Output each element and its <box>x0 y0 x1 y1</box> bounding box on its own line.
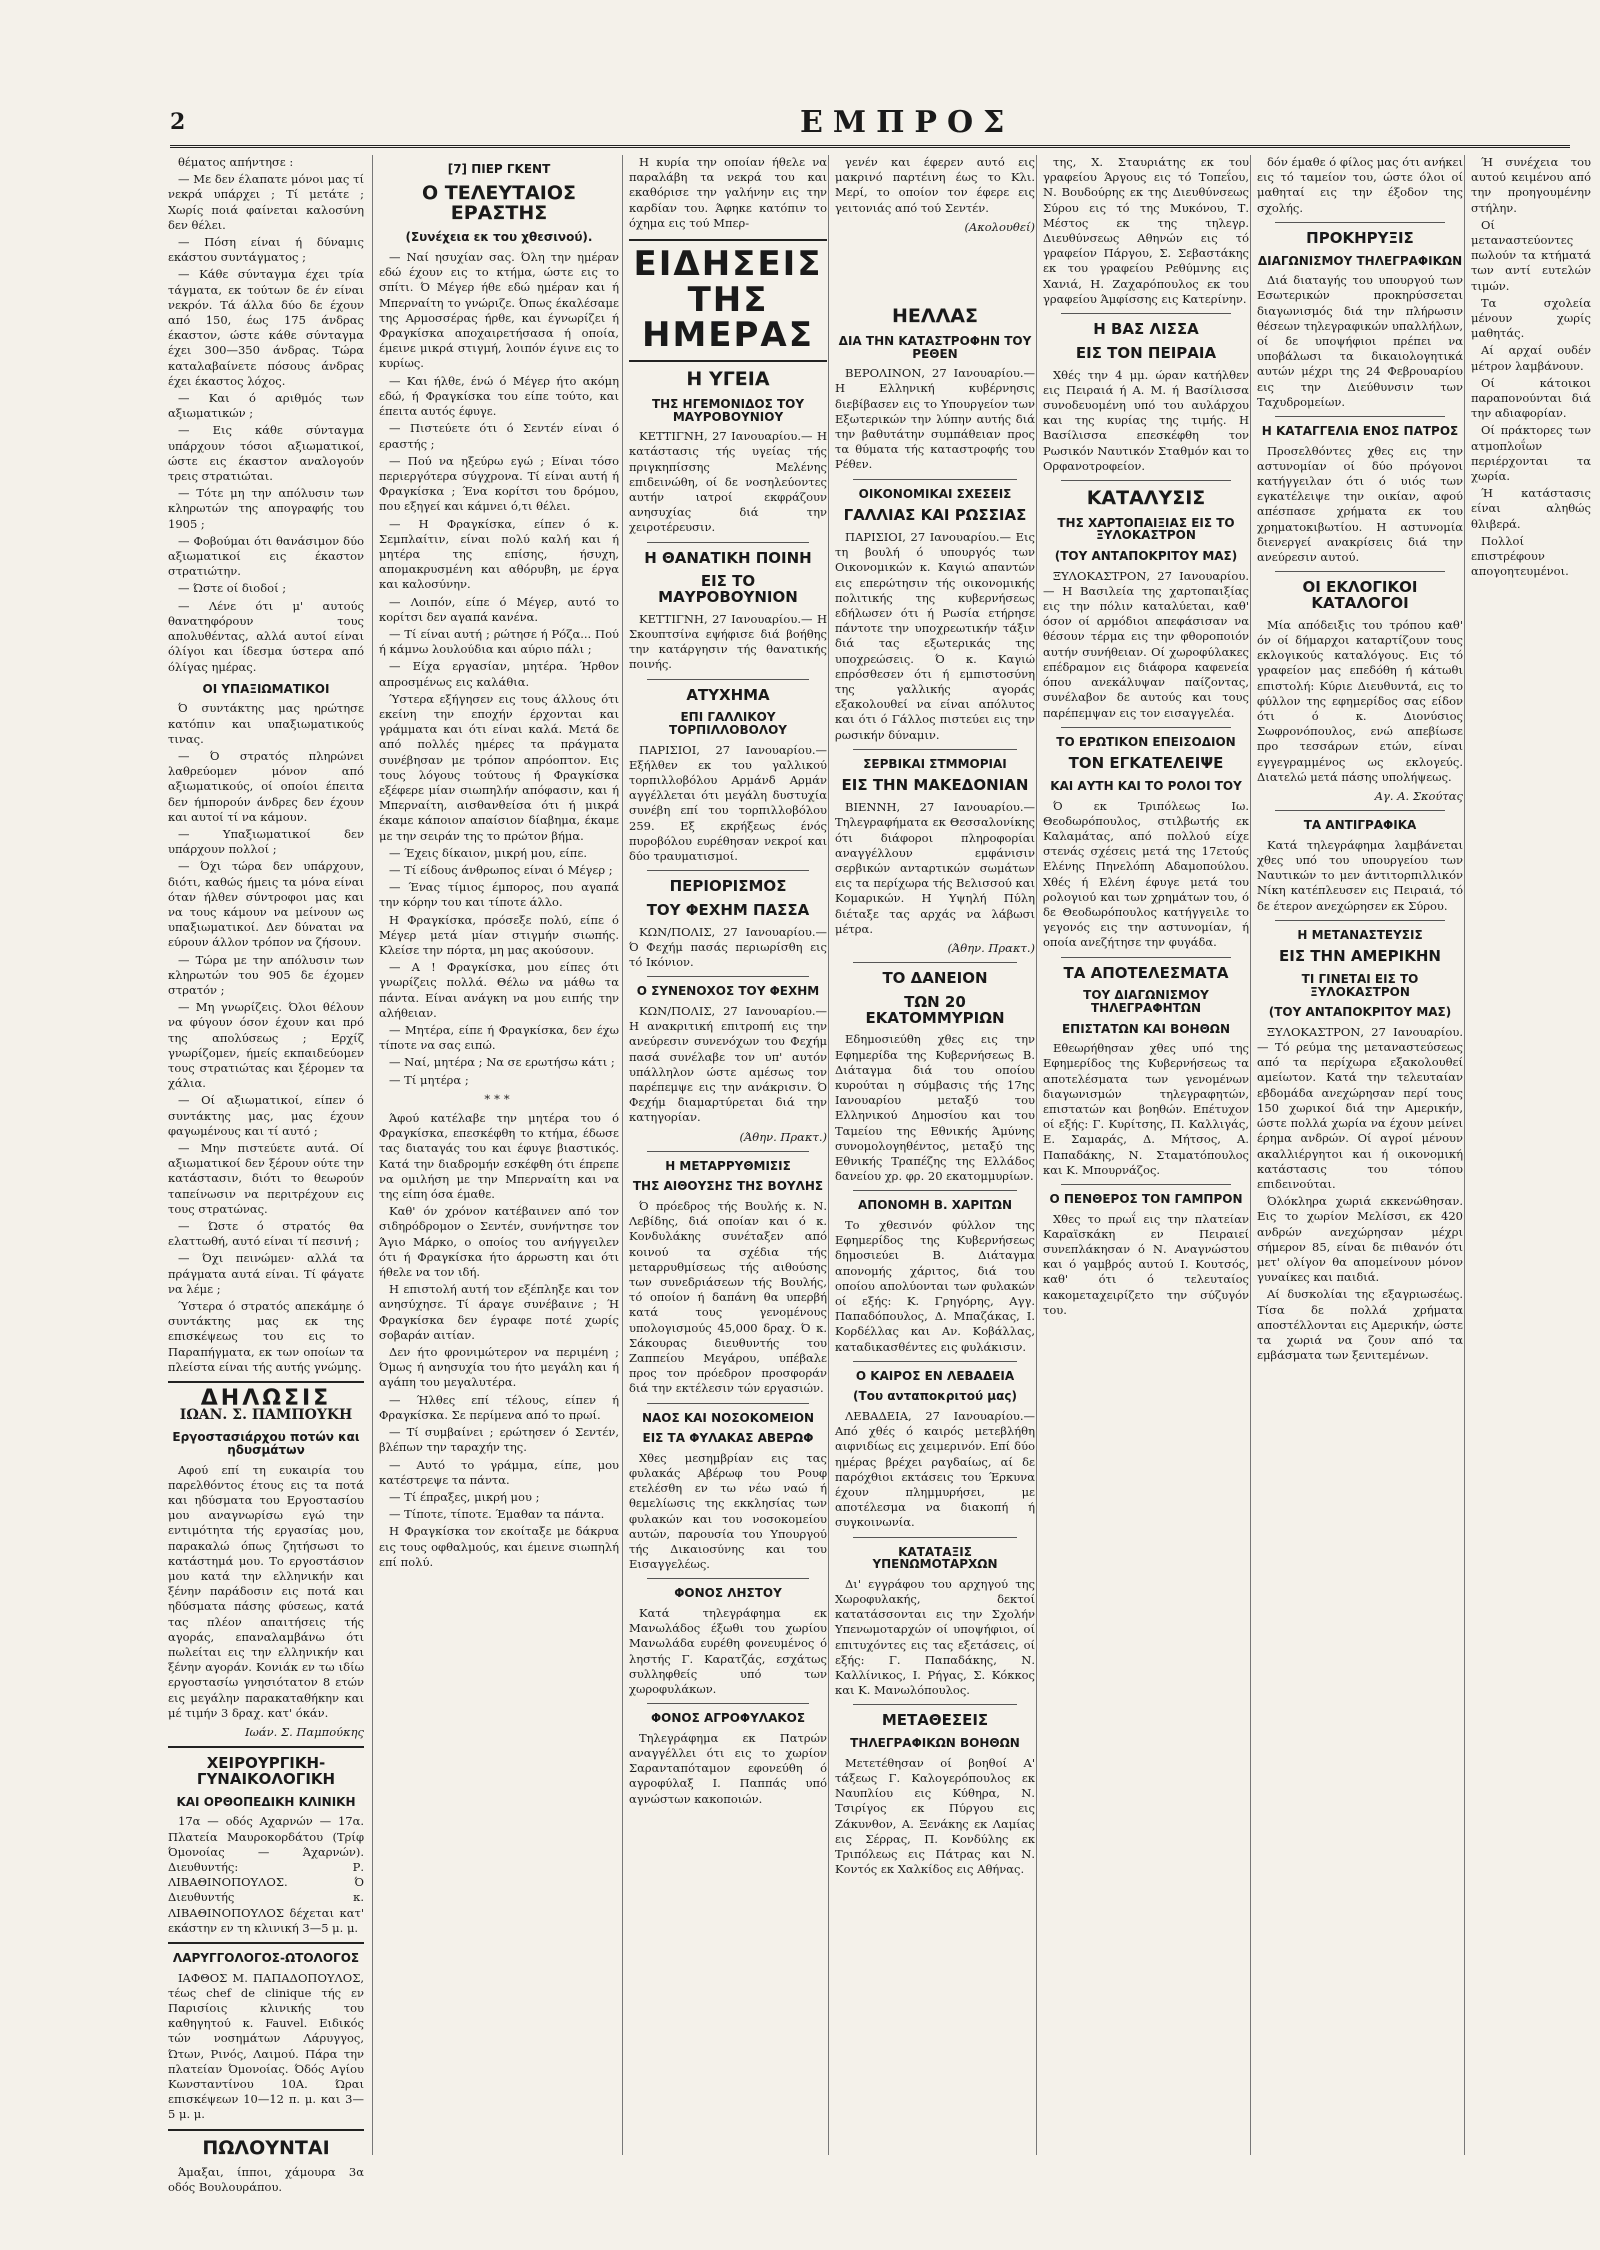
paragraph: Το χθεσινόν φύλλον της Εφημερίδος της Κυβερνήσεως δημοσιεύει Β. Διάταγμα απονομής χάριτος, διά του οποίου απολύονται των φυλακών οί εξής: Κ. Γρηγόρης, Αγγ. Παπαδόπουλος, Δ. Μπαζάκας, Ι. Κορδέλλας και Αν. Κοβάλλας, καταδικασθέντες εις φυλάκισιν. <box>835 1218 1035 1354</box>
column-2 <box>372 155 619 2155</box>
ad-title: ΧΕΙΡΟΥΡΓΙΚΗ-ΓΥΝΑΙΚΟΛΟΓΙΚΗ <box>196 1754 336 1789</box>
section-subheading: ΤΗΣ ΑΙΘΟΥΣΗΣ ΤΗΣ ΒΟΥΛΗΣ <box>632 1179 824 1194</box>
section-subheading: ΕΙΣ ΤΗΝ ΑΜΕΡΙΚΗΝ <box>1279 947 1441 966</box>
paragraph: Η επιστολή αυτή τον εξέπληξε και τον ανησύχησε. Τί άραγε συνέβαινε ; Ή Φραγκίσκα δεν έγραφε ποτέ χωρίς σοβαράν αιτίαν. <box>379 1282 619 1342</box>
section-subheading: (ΤΟΥ ΑΝΤΑΠΟΚΡΙΤΟΥ ΜΑΣ) <box>1054 549 1238 564</box>
column-3 <box>622 155 827 2155</box>
section-heading: Η ΥΓΕΙΑ <box>686 368 770 391</box>
section-heading: ΤΟ ΔΑΝΕΙΟΝ <box>882 969 988 988</box>
divider <box>168 1942 364 1944</box>
section-heading: ΤΑ ΑΠΟΤΕΛΕΣΜΑΤΑ <box>1063 963 1229 982</box>
letter-signature: Αγ. Α. Σκούτας <box>1374 788 1463 803</box>
section-heading: ΜΕΤΑΘΕΣΕΙΣ <box>881 1711 989 1730</box>
paragraph: Τα σχολεία μένουν χωρίς μαθητάς. <box>1471 295 1591 341</box>
section-heading: Η ΚΑΤΑΓΓΕΛΙΑ ΕΝΟΣ ΠΑΤΡΟΣ <box>1261 423 1459 438</box>
paragraph: Δι' εγγράφου του αρχηγού της Χωροφυλακής, δεκτοί κατατάσσονται εις την Σχολήν Υπενωμοταρχών οί υποψήφιοι, οί επιτυχόντες εις τας εξετάσεις, οί εξής: Γ. Παπαδάκης, Ν. Καλλίνικος, Ι. Ρήγας, Σ. Κόκκος και Κ. Μανωλόπουλος. <box>835 1576 1035 1698</box>
paragraph: ΚΩΝ/ΠΟΛΙΣ, 27 Ιανουαρίου.— Ό Φεχήμ πασάς περιωρίσθη εις τό Ικόνιον. <box>629 924 827 970</box>
paragraph: Οί κάτοικοι παραπονούνται διά την αδιαφορίαν. <box>1471 375 1591 421</box>
section-heading: ΚΑΤΑΛΥΣΙΣ <box>1086 486 1206 509</box>
section-heading: ΑΤΥΧΗΜΑ <box>686 685 770 704</box>
source-credit: (Άθην. Πρακτ.) <box>739 1129 827 1144</box>
ad-subtitle: Εργοστασιάρχου ποτών και ηδυσμάτων <box>172 1430 360 1458</box>
section-subheading: ΤΗΛΕΓΡΑΦΙΚΩΝ ΒΟΗΘΩΝ <box>850 1736 1020 1751</box>
masthead <box>170 105 1570 148</box>
paragraph: ΞΥΛΟΚΑΣΤΡΟΝ, 27 Ιανουαρίου.— Η Βασιλεία της χαρτοπαιξίας εις την πόλιν καταλύεται, καθ' όσον οί αρμόδιοι απεφάσισαν να θέσουν τέρμα εις την φθοροποιόν αυτήν συνήθειαν. Οί χωροφύλακες επέδραμον εις διάφορα καφενεία όπου ανεκάλυψαν παίζοντας, συνέλαβον δε αυτούς και τους παρέπεμψαν εις τον εισαγγελέα. <box>1043 568 1249 720</box>
serial-author: [7] ΠΙΕΡ ΓΚΕΝΤ <box>447 162 551 176</box>
paragraph: Ό πρόεδρος τής Βουλής κ. Ν. Λεβίδης, διά οποίαν και ό κ. Κονδυλάκης συνέταξεν από κοινού τα σχέδια τής μεταρρυθμίσεως τής αιθούσης των συνεδριάσεων τής Βουλής, τό οποίον ή δαπάνη θα υπερβή κατά τους γενομένους υπολογισμούς 45,000 δραχ. Ό κ. Σάκουρας διευθυντής του Ζαππείου Μεγάρου, υπέβαλε προς τον πρόεδρον προσφοράν διά την εκτέλεσιν τών εργασιών. <box>629 1198 827 1396</box>
section-heading: Ο ΣΥΝΕΝΟΧΟΣ ΤΟΥ ΦΕΧΗΜ <box>636 984 820 999</box>
divider <box>1061 727 1231 728</box>
paragraph: — Και ήλθε, ένώ ό Μέγερ ήτο ακόμη εδώ, ή Φραγκίσκα του είπε τούτο, και έπειτα αυτός έφυγε. <box>379 373 619 419</box>
paragraph: — Τί συμβαίνει ; ερώτησεν ό Σεντέν, βλέπων την ταραχήν της. <box>379 1425 619 1455</box>
section-subheading: ΕΙΣ ΤΟΝ ΠΕΙΡΑΙΑ <box>1075 343 1217 362</box>
paragraph: — Πόση είναι ή δύναμις εκάστου συντάγματος ; <box>168 235 364 265</box>
paragraph: — Η Φραγκίσκα, είπεν ό κ. Σεμπλαίτιν, είναι πολύ καλή και ή μητέρα της επίσης, ήσυχη, απομακρυσμένη και αθόρυβη, με έργα και καλοσύνην. <box>379 516 619 592</box>
section-heading: ΠΡΟΚΗΡΥΞΙΣ <box>1306 228 1414 247</box>
paragraph: Άφού κατέλαβε την μητέρα του ό Φραγκίσκα, επεσκέφθη το κτήμα, έδωσε τας διαταγάς του και έφυγε βιαστικός. Κατά την διαδρομήν εσκέφθη ότι έπρεπε να ομιλήση με την Μπερναίτη και να της είπη όσα έμαθε. <box>379 1111 619 1202</box>
paragraph: Ό συντάκτης μας ηρώτησε κατόπιν και υπαξιωματικούς τινας. <box>168 701 364 746</box>
page-number: 2 <box>170 109 186 135</box>
section-heading: ΠΕΡΙΟΡΙΣΜΟΣ <box>669 877 787 896</box>
section-subheading: ΔΙΑΓΩΝΙΣΜΟΥ ΤΗΛΕΓΡΑΦΙΚΩΝ <box>1257 253 1463 268</box>
divider <box>1275 222 1445 223</box>
section-subheading: ΕΙΣ ΤΟ ΜΑΥΡΟΒΟΥΝΙΟΝ <box>658 572 798 607</box>
divider <box>1061 313 1231 314</box>
paragraph: — Υπαξιωματικοί δεν υπάρχουν πολλοί ; <box>168 826 364 857</box>
paragraph: — Μητέρα, είπε ή Φραγκίσκα, δεν έχω τίποτε να σας ειπώ. <box>379 1023 619 1053</box>
section-subheading: ΤΩΝ 20 ΕΚΑΤΟΜΜΥΡΙΩΝ <box>865 992 1005 1027</box>
section-heading: ΤΑ ΑΝΤΙΓΡΑΦΙΚΑ <box>1303 818 1417 833</box>
divider <box>1061 480 1231 481</box>
divider <box>1275 416 1445 417</box>
paragraph: Καθ' όν χρόνον κατέβαινεν από τον σιδηρόδρομον ο Σεντέν, συνήντησε τον Άγιο Μάρκο, ο οποίος του ανήγγειλεν ότι ή Φραγκίσκα ήτο άρρωστη και ότι ήθελε να τον ιδή. <box>379 1204 619 1280</box>
section-subheading: ΕΠΙ ΓΑΛΛΙΚΟΥ ΤΟΡΠΙΛΛΟΒΟΛΟΥ <box>669 710 787 738</box>
divider <box>1275 571 1445 572</box>
divider <box>647 1403 809 1404</box>
paragraph: Οί μεταναστεύοντες πωλούν τα κτήματά των αντί ευτελών τιμών. <box>1471 217 1591 293</box>
column-6 <box>1250 155 1463 2155</box>
section-heading: Η ΜΕΤΑΝΑΣΤΕΥΣΙΣ <box>1297 927 1423 942</box>
paragraph: — Όχι τώρα δεν υπάρχουν, διότι, καθώς ήμεις τα μόνα είναι όταν ήλθεν σύντροφοι μας και να τους κάμουν να μείνουν ως υπαξιωματικοί. Δεν δύναται να εύρουν άλλον τρόπον να ζήσουν. <box>168 859 364 950</box>
paragraph: — Ένας τίμιος έμπορος, που αγαπά την κόρην του και τίποτε άλλο. <box>379 880 619 910</box>
section-heading: Ο ΚΑΙΡΟΣ ΕΝ ΛΕΒΑΔΕΙΑ <box>855 1368 1015 1383</box>
paragraph: — Και ό αριθμός των αξιωματικών ; <box>168 391 364 421</box>
paragraph: θέματος απήντησε : <box>178 155 294 169</box>
paragraph: — Λοιπόν, είπε ό Μέγερ, αυτό το κορίτσι δεν αγαπά κανένα. <box>379 594 619 624</box>
section-subheading: ΤΟΝ ΕΓΚΑΤΕΛΕΙΨΕ <box>1068 754 1224 773</box>
paragraph: Εθεωρήθησαν χθες υπό της Εφημερίδος της Κυβερνήσεως τα αποτελέσματα των γενομένων διαγωνισμών τηλεγραφητών, επιστατών και βοηθών. Επέτυχον οί εξής: Γ. Κυρίτσης, Π. Καλλιγάς, Ε. Σαμαράς, Δ. Μήτσος, Α. Παπαδάκης, Ν. Σταματόπουλος και Κ. Μπουρνάζος. <box>1043 1041 1249 1177</box>
paragraph: Κατά τηλεγράφημα εκ Μανωλάδος έξωθι του χωρίου Μανωλάδα ευρέθη φονευμένος ό ληστής Γ. Καρατζάς, εσχάτως συλληφθείς υπό των χωροφυλάκων. <box>629 1606 827 1697</box>
section-subheading: ΤΗΣ ΗΓΕΜΟΝΙΔΟΣ ΤΟΥ ΜΑΥΡΟΒΟΥΝΙΟΥ <box>651 397 805 424</box>
section-subheading: ΤΟΥ ΔΙΑΓΩΝΙΣΜΟΥ ΤΗΛΕΓΡΑΦΗΤΩΝ <box>1083 988 1209 1016</box>
paragraph: — Τί είδους άνθρωπος είναι ό Μέγερ ; <box>389 862 613 877</box>
paragraph: — Κάθε σύνταγμα έχει τρία τάγματα, εκ τούτων δε έν είναι νεκρόν. Τά άλλα δύο δε έχουν από 150, έως 175 άνδρας έκαστον, ώστε κάθε σύνταγμα έχει 300—350 άνδρας. Τώρα καταλαβαίνετε πόσους άνδρας έχει έκαστος λόχος. <box>168 267 364 388</box>
section-heading: ΗΕΛΛΑΣ <box>892 305 978 328</box>
ad-body: Αφού επί τη ευκαιρία του παρελθόντος έτους εις τα ποτά και ηδύσματα του Εργοστασίου μου αναγνωρίσω εγώ την εντιμότητα τής εργασίας μου, παρακαλώ όπως ζητήσωσι το κατάστημά μου. Το εργοστάσιον μου κατά την ελληνικήν και ξένην παράδοσιν εις ποτά και ηδύσματα πάσης φύσεως, κατά τας πλέον απαιτήσεις τής αγοράς, επαναλαμβάνω ότι πωλείται εις την ελληνικήν και ξένην αγοράν. Κονιάκ εν τω ιδίω εργοστασίω γνησιότατον 8 ετών εις μεγάλην παρακαταθήκην και μέ τιμήν 3 δραχ. κατ' όκάν. <box>168 1462 364 1720</box>
divider <box>647 542 809 543</box>
paragraph: — Τί έπραξες, μικρή μου ; <box>389 1489 540 1504</box>
paragraph: ΒΙΕΝΝΗ, 27 Ιανουαρίου.— Τηλεγραφήματα εκ Θεσσαλονίκης ότι διάφοροι πληροφορίαι αναγγέλλουν εμφάνισιν σερβικών ανταρτικών σωμάτων εις τα περίχωρα τής Βελισσού και Κομαρικών. Η Υψηλή Πύλη διέταξε τας αρχάς να λάβωσι μέτρα. <box>835 800 1035 936</box>
paragraph: Οί πράκτορες των ατμοπλοΐων περιέρχονται τα χωρία. <box>1471 423 1591 484</box>
paragraph: γενέν και έφερεν αυτό εις μακρινό παρτέινη έως το Κλι. Μερί, το οποίον τον έφερε εις γειτονιάς από τού Σεντέν. <box>835 155 1035 215</box>
divider <box>1275 920 1445 921</box>
paragraph: — Μην πιστεύετε αυτά. Οί αξιωματικοί δεν ξέρουν ούτε την κατάστασιν, διότι το θεωρούν ταπείνωσιν να περιτρέχουν εις τους στρατώνας. <box>168 1140 364 1216</box>
divider <box>853 1537 1017 1538</box>
paragraph: — Αυτό το γράμμα, είπε, μου κατέστρεψε τα πάντα. <box>379 1457 619 1487</box>
paragraph: Εδημοσιεύθη χθες εις την Εφημερίδα της Κυβερνήσεως Β. Διάταγμα διά του οποίου κυρούται η σύμβασις τής 17ης Ιανουαρίου μεταξύ του Ελληνικού Δημοσίου και του Ταμείου της Εθνικής Άμύνης συνομολογηθέντος, μεταξύ της Εθνικής Τραπέζης της Ελλάδος δανείου χρ. φρ. 20 εκατομμυρίων. <box>835 1032 1035 1184</box>
divider <box>647 1703 809 1704</box>
paragraph: — Ναί, μητέρα ; Να σε ερωτήσω κάτι ; <box>389 1055 615 1070</box>
paragraph: Χθες μεσημβρίαν εις τας φυλακάς Αβέρωφ του Ρουφ ετελέσθη εν τω νέω ναώ ή θεμελίωσις της εκκλησίας των φυλακών και του νοσοκομείου αυτών, παρουσία του Υπουργού τής Δικαιοσύνης και του Εισαγγελέως. <box>629 1450 827 1572</box>
paragraph: — Α ! Φραγκίσκα, μου είπες ότι γνωρίζεις πολλά. Θέλω να μάθω τα πάντα. Είναι ανάγκη να μου ειπής την αλήθειαν. <box>379 960 619 1020</box>
section-heading: Η ΒΑΣ ΛΙΣΣΑ <box>1093 320 1199 339</box>
paragraph: — Τί είναι αυτή ; ρώτησε ή Ρόζα... Πού ή κάμνω λουλούδια και αύριο πάλι ; <box>379 626 619 657</box>
divider <box>647 1151 809 1152</box>
divider <box>647 679 809 680</box>
spacer <box>835 239 1035 299</box>
paragraph: Ύστερα εξήγησεν εις τους άλλους ότι εκείνη την εποχήν έρχονται και γράμματα και ότι είναι καλά. Μετά δε από πολλές ημέρες τα πράγματα συνέβησαν με τρόπον απρόοπτον. Εις τους λόγους τούτους ή Φραγκίσκα εξέφερε μίαν σιωπηλήν απόφασιν, και ή Μπερναίτη, αισθανθείσα ότι ή μικρά έκαμε κάποιον απαίσιον δίαβημα, έκαμε με την σειράν της το πρώτον βήμα. <box>379 691 619 843</box>
paragraph: της, Χ. Σταυριάτης εκ του γραφείου Άργους εις τό Τοπεΐου, Ν. Βουδούρης εκ της Διευθύνσεως Σύρου εις τό της Μυκόνου, Τ. Μέστος εκ της τηλεγρ. Διευθύνσεως Αθηνών εις τό γραφείον Πάργου, Σ. Σεβαστάκης εκ του γραφείου Ρεθύμνης εις Χανιά, Η. Ζαχαρόπουλος εκ του γραφείου Άμφίσσης εις Κατερίνην. <box>1043 155 1249 306</box>
section-heading: Ο ΠΕΝΘΕΡΟΣ ΤΟΝ ΓΑΜΠΡΟΝ <box>1049 1192 1243 1207</box>
divider <box>853 1190 1017 1191</box>
paragraph: Κατά τηλεγράφημα λαμβάνεται χθες υπό του υπουργείου των Ναυτικών το μεν άντιτορπιλλικόν Νίκη κατέπλευσεν εις Πειραιά, τό δε έτερον ανεχώρησεν εκ Σύρου. <box>1257 837 1463 913</box>
section-heading: ΑΠΟΝΟΜΗ Β. ΧΑΡΙΤΩΝ <box>857 1198 1013 1213</box>
section-heading: ΟΙ ΕΚΛΟΓΙΚΟΙ ΚΑΤΑΛΟΓΟΙ <box>1302 578 1418 612</box>
paragraph: Χθές την 4 μμ. ώραν κατήλθεν εις Πειραιά ή Α. Μ. ή Βασίλισσα συνοδευομένη υπό του αυλάρχου και της κυρίας της τιμής. Η Βασίλισσα επεσκέφθη τον Ρωσικόν Ναυτικόν Σταθμόν και το Ορφανοτροφείον. <box>1043 367 1249 473</box>
paragraph: Ύστερα ό στρατός απεκάμηε ό συντάκτης μας εκ της επισκέψεως του εις το Παραπήγματα, εκ των οποίων τα πλείστα είναι τής αυτής γνώμης. <box>168 1299 364 1374</box>
paragraph: Η κυρία την οποίαν ήθελε να παραλάβη τα νεκρά του και εκαθόρισε την γαλήνην εις την καρδίαν του. Άφηκε κατόπιν το όχημα εις τού Μπερ- <box>629 155 827 230</box>
paragraph: — Οί αξιωματικοί, είπεν ό συντάκτης μας, μας έχουν φαγωμένους και τί αυτό ; <box>168 1093 364 1138</box>
divider <box>853 1361 1017 1362</box>
paragraph: — Λένε ότι μ' αυτούς θανατηφόρουν τους απολυθέντας, αλλά αυτοί είναι όλίγοι και ίδεσμα ύστερα από όλίγας ημέρας. <box>168 598 364 674</box>
paragraph: ΚΩΝ/ΠΟΛΙΣ, 27 Ιανουαρίου.— Η ανακριτική επιτροπή εις την ανεύρεσιν συνενόχων του Φεχήμ πασά συνέλαβε τον υπ' αυτόν υπάλληλον ώστε αμέσως τον παρέπεμψε εις την ανάκρισιν. Ό Φεχήμ διαμαρτύρεται διά την κατηγορίαν. <box>629 1003 827 1125</box>
divider <box>647 870 809 871</box>
paragraph: Τηλεγράφημα εκ Πατρών αναγγέλλει ότι εις το χωρίον Σαρανταπόταμον εφονεύθη ό αγροφύλαξ Ι. Παππάς υπό αγνώστων κακοποιών. <box>629 1730 827 1806</box>
paragraph: Μία απόδειξις του τρόπου καθ' όν οί δήμαρχοι καταρτίζουν τους εκλογικούς καταλόγους. Εις τό γραφείον μας επεδόθη ή κάτωθι επιστολή: Κύριε Διευθυντά, εις το φύλλον της εφημερίδος σας είδον ότι ό κ. Διονύσιος Σωφρονόπουλος, ενώ απεβίωσε προ τεσσάρων ετών, είναι εγγεγραμμένος ως εκλογεύς. Διατελώ μετά πάσης υπολήψεως. <box>1257 617 1463 784</box>
paragraph: ΠΑΡΙΣΙΟΙ, 27 Ιανουαρίου.— Εξήλθεν εκ του γαλλικού τορπιλλοβόλου Αρμάνδ Αρμάν αγγέλλεται ότι μεγάλη δυστυχία συνέβη επί του τορπιλλοβόλου 259. Εξ εκρήξεως ένός πυροβόλου ευρέθησαν νεκροί και δύο τραυματισμοί. <box>629 742 827 864</box>
paragraph: — Τότε μη την απόλυσιν των κληρωτών της απογραφής του 1905 ; <box>168 486 364 531</box>
paragraph: — Ώστε ό στρατός θα ελαττωθή, αυτό είναι τί πεσινή ; <box>168 1219 364 1249</box>
ad-subtitle: ΚΑΙ ΟΡΘΟΠΕΔΙΚΗ ΚΛΙΝΙΚΗ <box>176 1794 356 1809</box>
section-subheading: ΕΙΣ ΤΑ ΦΥΛΑΚΑΣ ΑΒΕΡΩΦ <box>642 1431 814 1446</box>
divider <box>1061 1184 1231 1185</box>
ad-signature: Ιωάν. Σ. Παμπούκης <box>244 1725 364 1740</box>
paragraph: — Ό στρατός πληρώνει λαθρεύομεν μόνον από αξιωματικούς, οί οποίοι έπειτα δεν ήμπορούν άνδρες δεν έχουν και αυτοί τί να κάμουν. <box>168 748 364 824</box>
section-subheading: ΤΗΣ ΧΑΡΤΟΠΑΙΞΙΑΣ ΕΙΣ ΤΟ ΞΥΛΟΚΑΣΤΡΟΝ <box>1057 515 1235 543</box>
section-subheading: (Του ανταποκριτού μας) <box>853 1389 1017 1404</box>
section-heading: ΤΟ ΕΡΩΤΙΚΟΝ ΕΠΕΙΣΟΔΙΟΝ <box>1056 734 1236 749</box>
section-subheading: ΕΠΙΣΤΑΤΩΝ ΚΑΙ ΒΟΗΘΩΝ <box>1061 1021 1231 1036</box>
divider <box>647 976 809 977</box>
section-subheading: ΔΙΑ ΤΗΝ ΚΑΤΑΣΤΡΟΦΗΝ ΤΟΥ ΡΕΘΕΝ <box>838 333 1032 361</box>
column-1 <box>168 155 364 2194</box>
divider <box>168 2129 364 2131</box>
section-heading: ΦΟΝΟΣ ΛΗΣΤΟΥ <box>674 1586 782 1601</box>
news-banner: ΕΙΔΗΣΕΙΣ ΤΗΣ ΗΜΕΡΑΣ <box>629 239 827 362</box>
source-credit: (Άθην. Πρακτ.) <box>947 940 1035 955</box>
paragraph: — Πού να ηξεύρω εγώ ; Είναι τόσο περιεργότερα σύγχρονα. Τί είναι αυτή ή Φραγκίσκα ; Ένα κορίτσι του δρόμου, που εξηγεί και κάμνει ό,τι θέλει. <box>379 453 619 514</box>
paragraph: — Ώστε οί διοδοί ; <box>178 581 287 596</box>
paragraph: ΚΕΤΤΙΓΝΗ, 27 Ιανουαρίου.— Η Σκουπτσίνα εψήφισε διά βοήθης την κατάργησιν τής θανατικής ποινής. <box>629 611 827 672</box>
paragraph: — Ναί ησυχίαν σας. Όλη την ημέραν εδώ έχουν εις το κτήμα, ώστε εις το σπίτι. Ό Μέγερ ήθε εδώ ημέραν και ή Μπερναίτη το γνώριζε. Όπως έκαλέσαμε της Αρμοσσέρας ήρθε, και έγνωρίζει ή Φραγκίσκα αποχαιρετήσασα ή οποία, έμεινε μικρά στιγμή, λοιπόν έγινε εις το κυρίως. <box>379 250 619 371</box>
section-heading: ΣΕΡΒΙΚΑΙ ΣΤΜΜΟΡΙΑΙ <box>863 756 1007 771</box>
section-heading: ΟΙΚΟΝΟΜΙΚΑΙ ΣΧΕΣΕΙΣ <box>858 486 1012 501</box>
section-subheading: ΤΟΥ ΦΕΧΗΜ ΠΑΣΣΑ <box>646 901 810 919</box>
paragraph: Διά διαταγής του υπουργού των Εσωτερικών προκηρύσσεται διαγωνισμός διά την πλήρωσιν θέσεων τηλεγραφικών υπαλλήλων, οί δε υποψήφιοι πρέπει να υποβάλωσι τα δικαιολογητικά αυτών μέχρι της 24 Φεβρουαρίου εις την Διεύθυνσιν των Ταχυδρομείων. <box>1257 273 1463 409</box>
paragraph: — Είχα εργασίαν, μητέρα. Ήρθον απροσμένως εις καλάθια. <box>379 659 619 689</box>
divider <box>168 1381 364 1383</box>
paragraph: Όλόκληρα χωριά εκκενώθησαν. Εις το χωρίον Μελίσσι, εκ 420 ανδρών ανεχώρησαν μέχρι σήμερον 85, είναι δε πιθανόν ότι μετ' ολίγον θα απομείνουν μόνον γυναίκες και παιδιά. <box>1257 1194 1463 1285</box>
ad-body: Άμαξαι, ίπποι, χάμουρα 3α οδός Βουλουράπου. <box>168 2164 364 2194</box>
section-subheading: ΤΙ ΓΙΝΕΤΑΙ ΕΙΣ ΤΟ ΞΥΛΟΚΑΣΤΡΟΝ <box>1301 972 1419 999</box>
paragraph: ΚΕΤΤΙΓΝΗ, 27 Ιανουαρίου.— Η κατάστασις τής υγείας τής πριγκηπίσσης Μελένης επιδεινώθη, οί δε νοσηλεύοντες αυτήν ιατροί εκφράζουν ανησυχίας διά την χειροτέρευσιν. <box>629 429 827 535</box>
section-heading: ΝΑΟΣ ΚΑΙ ΝΟΣΟΚΟΜΕΙΟΝ <box>641 1410 815 1425</box>
column-4 <box>828 155 1035 2155</box>
paragraph: — Φοβούμαι ότι θανάσιμον δύο αξιωματικοί εις έκαστον στρατιώτην. <box>168 533 364 579</box>
serial-subtitle: (Συνέχεια εκ του χθεσινού). <box>405 230 593 245</box>
paragraph: ΞΥΛΟΚΑΣΤΡΟΝ, 27 Ιανουαρίου.— Τό ρεύμα της μεταναστεύσεως από τα περίχωρα εξακολουθεί αμείωτον. Κατά την τελευταίαν εβδομάδα ανεχώρησαν περί τους 150 χωρικοί διά την Αμερικήν, ώστε πολλά χωρία να έχουν μείνει έρημα ανδρών. Οί αγροί μένουν ακαλλιέργητοι και ή οικονομική κατάστασις του τόπου επιδεινούται. <box>1257 1024 1463 1191</box>
ad-body: ΙΑΦΘΟΣ Μ. ΠΑΠΑΔΟΠΟΥΛΟΣ, τέως chef de clinique τής εν Παρισίοις κλινικής του καθηγητού κ. Fauvel. Ειδικός τών νοσημάτων Λάρυγγος, Ώτων, Ρινός, Λαιμού. Πάρα την πλατείαν Όμονοίας. Όδός Αγίου Κωνσταντίνου 10Α. Ώραι επισκέψεων 10—12 π. μ. και 3—5 μ. μ. <box>168 1970 364 2122</box>
ad-name: ΙΩΑΝ. Σ. ΠΑΜΠΟΥΚΗ <box>179 1407 353 1424</box>
paragraph: — Με δεν έλαπατε μόνοι μας τί νεκρά υπάρχει ; Τί μετάτε ; Χωρίς ποιά φαίνεται καλοσύνη δεν θέλει. <box>168 172 364 232</box>
column-7 <box>1464 155 1591 2155</box>
section-heading: Η ΜΕΤΑΡΡΥΘΜΙΣΙΣ <box>665 1158 791 1173</box>
column-5 <box>1036 155 1249 2155</box>
paragraph: — Μη γνωρίζεις. Όλοι θέλουν να φύγουν όσον έχουν και πρό της απολύσεως ; Ερχίζ γνωρίζομεν, ήμείς εκπαιδεύομεν τους στρατιώτας και ξέρομεν τα χάλια. <box>168 1000 364 1091</box>
paragraph: ΠΑΡΙΣΙΟΙ, 27 Ιανουαρίου.— Εις τη βουλή ό υπουργός των Οικονομικών κ. Καγιώ απαντών εις επερώτησιν τής οικονομικής πολιτικής της κυβερνήσεως εδήλωσεν ότι ή Ρωσία ετήρησε πάντοτε την υποχρεωτικήν τάξιν διά τας εξωτερικάς της υποχρεώσεις. Ό κ. Καγιώ επρόσθεσεν ότι ή εμπιστοσύνη της γαλλικής αγοράς εξακολουθεί να είναι απόλυτος και ότι ό Γάλλος πιστεύει εις την ρωσικήν δύναμιν. <box>835 529 1035 742</box>
section-subheading: (ΤΟΥ ΑΝΤΑΠΟΚΡΙΤΟΥ ΜΑΣ) <box>1268 1005 1452 1020</box>
paragraph: Δεν ήτο φρονιμώτερον να περιμένη ; Όμως ή ανησυχία του ήτο μεγάλη και ή αγάπη του μεγαλυτέρα. <box>379 1345 619 1390</box>
paragraph: Η Φραγκίσκα, πρόσεξε πολύ, είπε ό Μέγερ μετά μίαν στιγμήν σιωπής. Κλείσε την πόρτα, μη μας ακούσουν. <box>379 912 619 957</box>
paragraph: Αί αρχαί ουδέν μέτρον λαμβάνουν. <box>1471 343 1591 373</box>
paragraph: — Έχεις δίκαιον, μικρή μου, είπε. <box>389 845 587 860</box>
ad-title: ΛΑΡΥΓΓΟΛΟΓΟΣ-ΩΤΟΛΟΓΟΣ <box>172 1951 360 1965</box>
continued-note: (Ακολουθεί) <box>964 219 1035 234</box>
divider <box>853 479 1017 480</box>
section-subheading: ΕΙΣ ΤΗΝ ΜΑΚΕΔΟΝΙΑΝ <box>841 776 1029 795</box>
section-heading: ΟΙ ΥΠΑΞΙΩΜΑΤΙΚΟΙ <box>202 681 330 696</box>
paragraph: — Τί μητέρα ; <box>389 1072 469 1087</box>
divider <box>853 1704 1017 1705</box>
paragraph: Η Φραγκίσκα τον εκοίταξε με δάκρυα εις τους οφθαλμούς, και έμεινε σιωπηλή επί πολύ. <box>379 1524 619 1569</box>
paragraph: — Εις κάθε σύνταγμα υπάρχουν τόσοι αξιωματικοί, ώστε εις έκαστον αναλογούν τρεις στρατιώται. <box>168 423 364 484</box>
paragraph: — Τίποτε, τίποτε. Έμαθαν τα πάντα. <box>389 1507 605 1522</box>
paragraph: Χθες το πρωΐ εις την πλατείαν Καραϊσκάκη εν Πειραιεί συνεπλάκησαν ό Ν. Αναγνώστου και ό γαμβρός αυτού Ι. Κουτσός, καθ' ότι ό τελευταίος κακομεταχειρίζετο την σύζυγόν του. <box>1043 1211 1249 1317</box>
ad-title: ΔΗΛΩΣΙΣ <box>200 1386 332 1412</box>
section-separator: *** <box>484 1091 514 1106</box>
divider <box>853 749 1017 750</box>
divider <box>1061 957 1231 958</box>
paragraph: Πολλοί επιστρέφουν απογοητευμένοι. <box>1471 533 1569 579</box>
paragraph: — Όχι πεινώμεν· αλλά τα πράγματα αυτά είναι. Τί φάγατε να λέμε ; <box>168 1251 364 1296</box>
paragraph: Προσελθόντες χθες εις την αστυνομίαν οί δύο πρόγονοι κατήγγειλαν ότι ό υιός των εγκατέλειψε την οικίαν, αφού απέσπασε χρήματα εκ του χρηματοκιβωτίου. Η αστυνομία διενεργεί ανακρίσεις διά την ανεύρεσιν αυτού. <box>1257 443 1463 564</box>
paragraph: — Τώρα με την απόλυσιν των κληρωτών του 905 δε έχομεν στρατόν ; <box>168 952 364 997</box>
section-heading: ΦΟΝΟΣ ΑΓΡΟΦΥΛΑΚΟΣ <box>650 1711 806 1726</box>
paragraph: Μετετέθησαν οί βοηθοί Α' τάξεως Γ. Καλογερόπουλος εκ Ναυπλίου εις Κύθηρα, Ν. Τσιρίγος εκ Πύργου εις Ζάκυνθον, Α. Ξενάκης εκ Λαμίας εις Σέρρας, Π. Κονδύλης εκ Τριπόλεως εις Πάτρας και Ν. Κοντός εκ Χαλκίδος εις Αθήνας. <box>835 1755 1035 1877</box>
divider <box>853 962 1017 963</box>
divider <box>647 1578 809 1579</box>
paragraph: — Ήλθες επί τέλους, είπεν ή Φραγκίσκα. Σε περίμενα από το πρωί. <box>379 1392 619 1422</box>
serial-title: Ο ΤΕΛΕΥΤΑΙΟΣ ΕΡΑΣΤΗΣ <box>421 181 576 224</box>
paragraph: Ό εκ Τριπόλεως Ιω. Θεοδωρόπουλος, στιλβωτής εκ Καλαμάτας, από πολλού είχε στενάς σχέσεις μετά της 17ετούς Ελένης Πηνελόπη Αδαμοπούλου. Χθές ή Ελένη έφυγε μετά του ρολογιού και των χρημάτων του, ό δε Θεοδωρόπουλος κατήγγειλε το γεγονός εις την αστυνομίαν, ή οποία ανεζήτησε την φυγάδα. <box>1043 798 1249 950</box>
divider <box>1275 810 1445 811</box>
section-subheading: ΚΑΙ ΑΥΤΗ ΚΑΙ ΤΟ ΡΟΛΟΙ ΤΟΥ <box>1050 779 1242 794</box>
section-heading: ΚΑΤΑΤΑΞΙΣ ΥΠΕΝΩΜΟΤΑΡΧΩΝ <box>872 1544 998 1572</box>
paragraph: ΒΕΡΟΛΙΝΟΝ, 27 Ιανουαρίου.— Η Ελληνική κυβέρνησις διεβίβασεν εις το Υπουργείον των Εξωτερικών την λύπην αυτής διά την βαθυτάτην συμπάθειαν προς τα θύματα τής καταστροφής του Ρέθεν. <box>835 366 1035 472</box>
paragraph: ΛΕΒΑΔΕΙΑ, 27 Ιανουαρίου.— Από χθές ό καιρός μετεβλήθη αιφνιδίως εις χειμερινόν. Επί δύο ημέρας βρέχει ραγδαίως, αί δε παρόχθιοι εκτάσεις του Έρκυνα έχουν πλημμυρήσει, με αποτέλεσμα να διακοπή ή συγκοινωνία. <box>835 1409 1035 1530</box>
section-heading: Η ΘΑΝΑΤΙΚΗ ΠΟΙΝΗ <box>644 548 812 567</box>
ad-title: ΠΩΛΟΥΝΤΑΙ <box>202 2136 330 2159</box>
divider <box>168 1746 364 1748</box>
paragraph: Ή συνέχεια του αυτού κειμένου από την προηγουμένην στήλην. <box>1471 155 1591 215</box>
paragraph: Ή κατάστασις είναι αληθώς θλιβερά. <box>1471 486 1591 531</box>
section-subheading: ΓΑΛΛΙΑΣ ΚΑΙ ΡΩΣΣΙΑΣ <box>843 506 1027 525</box>
ad-body: 17α — οδός Αχαρνών — 17α. Πλατεία Μαυροκορδάτου (Τρίφ Όμονοίας — Άχαρνών). Διευθυντής: Ρ. ΛΙΒΑΘΙΝΟΠΟΥΛΟΣ. Ό Διευθυντής κ. ΛΙΒΑΘΙΝΟΠΟΥΛΟΣ δέχεται κατ' εκάστην εν τη κλινική 3—5 μ. μ. <box>168 1814 364 1935</box>
paragraph: Αί δυσκολίαι της εξαγριωσέως. Τίσα δε πολλά χρήματα αποστέλλονται εις Αμερικήν, ώστε τα χωριά να ζουν από τα εμβάσματα των ξενιτεμένων. <box>1257 1287 1463 1363</box>
newspaper-title: ΕΜΠΡΟΣ <box>800 105 1015 140</box>
paragraph: — Πιστεύετε ότι ό Σεντέν είναι ό εραστής ; <box>379 421 619 451</box>
paragraph: δόν έμαθε ό φίλος μας ότι ανήκει εις τό ταμείον του, ώστε όλοι οί μαθηταί εις την έξοδον της σχολής. <box>1257 155 1463 215</box>
